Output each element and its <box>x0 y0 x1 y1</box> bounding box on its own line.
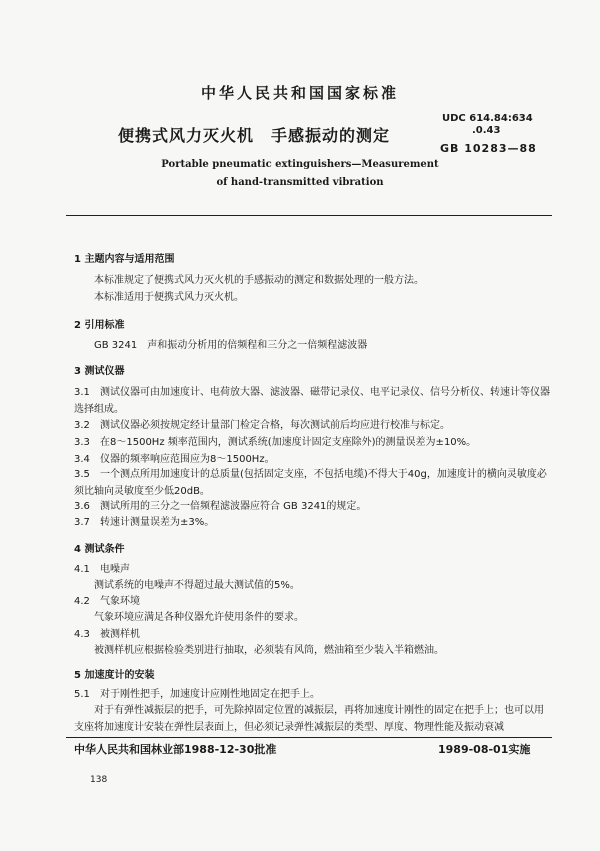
en-title-line-2: of hand-transmitted vibration <box>216 177 384 188</box>
clause-heading: 被测样机 <box>100 629 140 640</box>
clause-4-2-text: 气象环境应满足各种仪器允许使用条件的要求。 <box>94 612 304 623</box>
section-3-title: 3 测试仪器 <box>74 366 125 377</box>
clause-5-1 <box>74 686 550 703</box>
clause-number: 4.3 <box>74 629 90 640</box>
section-5-title: 5 加速度计的安装 <box>74 670 155 681</box>
clause-number: 3.6 <box>74 501 90 512</box>
clause-text: 在8～1500Hz 频率范围内，测试系统(加速度计固定支座除外)的测量误差为±10%。 <box>100 437 477 448</box>
udc-line-1: UDC 614.84:634 <box>442 113 533 124</box>
clause-text: 仪器的频率响应范围应为8～1500Hz。 <box>100 454 275 465</box>
clause-4-2-heading <box>74 593 550 610</box>
document-title-zh: 便携式风力灭火机 手感振动的测定 <box>118 126 391 145</box>
clause-text: 测试所用的三分之一倍频程滤波器应符合 GB 3241的规定。 <box>100 501 367 512</box>
clause-heading: 电噪声 <box>100 564 130 575</box>
clause-number: 3.3 <box>74 437 90 448</box>
gb-code: GB 10283—88 <box>440 142 537 155</box>
clause-4-1-heading <box>74 561 550 578</box>
standard-title: 中华人民共和国国家标准 <box>200 84 399 102</box>
clause-text: 一个测点所用加速度计的总质量(包括固定支座，不包括电缆)不得大于40g，加速度计的横向灵敏度必须比轴向灵敏度至少低20dB。 <box>74 469 547 497</box>
clause-3-2 <box>74 417 550 434</box>
clause-3-6 <box>74 498 550 515</box>
clause-text: 对于刚性把手，加速度计应刚性地固定在把手上。 <box>100 689 320 700</box>
clause-number: 3.2 <box>74 420 90 431</box>
section-1-title: 1 主题内容与适用范围 <box>74 254 175 265</box>
clause-3-3 <box>74 434 550 451</box>
page-number: 138 <box>90 775 108 785</box>
header-divider <box>66 215 552 216</box>
document-title-en <box>0 156 600 192</box>
clause-number: 4.1 <box>74 564 90 575</box>
section-4-title: 4 测试条件 <box>74 544 125 555</box>
udc-code <box>442 113 533 137</box>
footer-divider <box>66 737 552 738</box>
approval-line: 中华人民共和国林业部1988-12-30批准 <box>74 743 277 756</box>
clause-text: 测试仪器必须按规定经计量部门检定合格，每次测试前后均应进行校准与标定。 <box>100 420 450 431</box>
clause-number: 3.4 <box>74 454 90 465</box>
clause-4-3-heading <box>74 626 550 643</box>
clause-3-7 <box>74 514 550 531</box>
clause-3-1 <box>74 384 550 418</box>
clause-number: 3.5 <box>74 469 90 480</box>
section-1-para-1: 本标准规定了便携式风力灭火机的手感振动的测定和数据处理的一般方法。 <box>94 275 424 286</box>
section-1-para-2: 本标准适用于便携式风力灭火机。 <box>94 292 244 303</box>
clause-4-3-text: 被测样机应根据检验类别进行抽取，必须装有风筒，燃油箱至少装入半箱燃油。 <box>94 645 444 656</box>
clause-text: 测试仪器可由加速度计、电荷放大器、滤波器、磁带记录仪、电平记录仪、信号分析仪、转速计等仪器选择组成。 <box>74 387 550 415</box>
clause-number: 5.1 <box>74 689 90 700</box>
clause-5-1-para-2: 对于有弹性减振层的把手，可先除掉固定位置的减振层，再将加速度计刚性的固定在把手上；也可以用支座将加速度计安装在弹性层表面上，但必须记录弹性减振层的类型、厚度、物理性能及振动衰减 <box>74 705 544 733</box>
section-2-para-1: GB 3241 声和振动分析用的倍频程和三分之一倍频程滤波器 <box>94 340 368 351</box>
clause-number: 3.7 <box>74 517 90 528</box>
clause-4-1-text: 测试系统的电噪声不得超过最大测试值的5%。 <box>94 580 300 591</box>
section-2-title: 2 引用标准 <box>74 320 125 331</box>
clause-text: 转速计测量误差为±3%。 <box>100 517 215 528</box>
clause-heading: 气象环境 <box>100 596 140 607</box>
en-title-line-1: Portable pneumatic extinguishers—Measurement <box>161 159 439 170</box>
implementation-date: 1989-08-01实施 <box>438 743 531 756</box>
clause-number: 4.2 <box>74 596 90 607</box>
udc-line-2: .0.43 <box>472 125 501 136</box>
clause-number: 3.1 <box>74 387 90 398</box>
clause-3-5 <box>74 466 550 500</box>
